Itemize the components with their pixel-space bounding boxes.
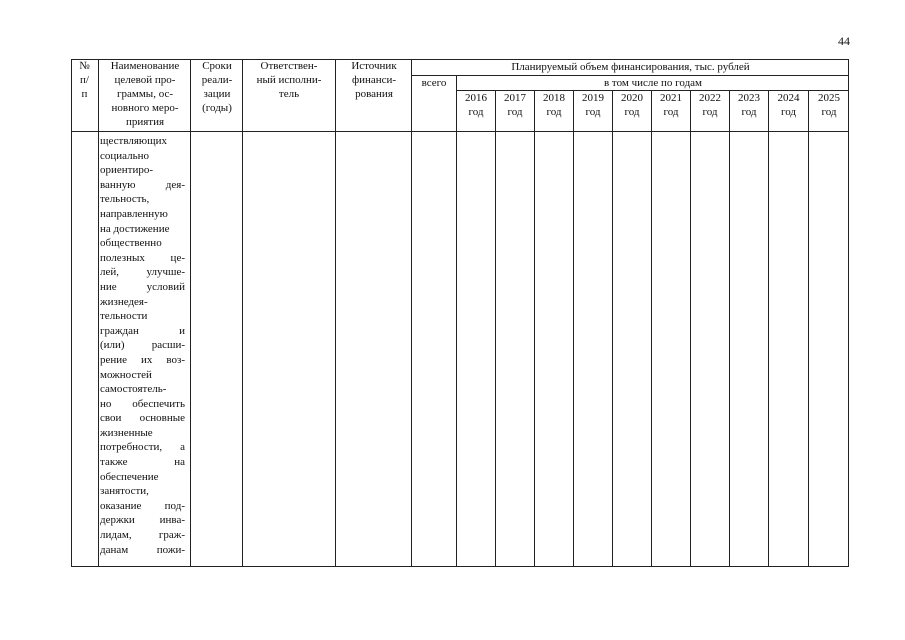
description-line: можностей: [100, 368, 152, 381]
header-year: 2017 год: [504, 92, 526, 118]
header-year: 2020 год: [621, 92, 643, 118]
header-year: 2019 год: [582, 92, 604, 118]
table-grid: [71, 59, 849, 567]
description-line: свои основные: [100, 412, 185, 425]
header-year: 2018 год: [543, 92, 565, 118]
program-description: [100, 134, 185, 557]
description-line: самостоятель-: [100, 383, 167, 396]
description-line: на достижение: [100, 222, 170, 235]
description-line: общественно: [100, 237, 162, 250]
description-line: лидам, граж-: [100, 529, 185, 542]
page-number: 44: [838, 34, 850, 48]
description-line: жизнедея-: [100, 295, 148, 308]
header-responsible: Ответствен- ный исполни- тель: [256, 60, 322, 100]
header-year: 2024 год: [777, 92, 800, 118]
description-line: но обеспечить: [100, 397, 185, 410]
description-line: социально: [100, 149, 150, 162]
header-terms: Сроки реали- зации (годы): [201, 60, 233, 114]
header-source: Источник финанси- рования: [351, 60, 397, 100]
description-line: ние условий: [100, 280, 185, 293]
header-name: Наименование целевой про- граммы, ос- новного меро- приятия: [110, 60, 180, 128]
funding-table: [71, 59, 849, 567]
header-num: № п/ п: [79, 60, 90, 100]
description-line: данам пожи-: [100, 543, 185, 556]
description-line: жизненные: [100, 426, 153, 439]
header-by-years: в том числе по годам: [603, 77, 703, 89]
description-line: тельность,: [100, 193, 150, 206]
description-line: полезных це-: [100, 251, 185, 264]
description-line: оказание под-: [100, 499, 185, 512]
description-line: ванную дея-: [100, 178, 185, 191]
description-line: обеспечение: [100, 470, 159, 483]
header-funding: Планируемый объем финансирования, тыс. рублей: [511, 61, 750, 73]
description-line: направленную: [100, 207, 168, 220]
description-line: также на: [100, 456, 185, 469]
header-year: 2021 год: [660, 92, 682, 118]
description-line: держки инва-: [100, 514, 185, 527]
header-total: всего: [421, 77, 447, 89]
description-line: занятости,: [100, 485, 149, 498]
description-line: ориентиро-: [100, 164, 154, 177]
description-line: ществляющих: [100, 135, 167, 147]
description-line: тельности: [100, 310, 148, 323]
header-year: 2022 год: [699, 92, 721, 118]
description-line: рение их воз-: [100, 353, 185, 366]
description-line: потребности, а: [100, 441, 185, 454]
description-line: лей, улучше-: [100, 266, 185, 279]
description-line: граждан и: [100, 324, 185, 337]
description-line: (или) расши-: [100, 339, 185, 352]
header-year: 2016 год: [465, 92, 487, 118]
header-year: 2023 год: [738, 92, 760, 118]
header-year: 2025 год: [818, 92, 840, 118]
